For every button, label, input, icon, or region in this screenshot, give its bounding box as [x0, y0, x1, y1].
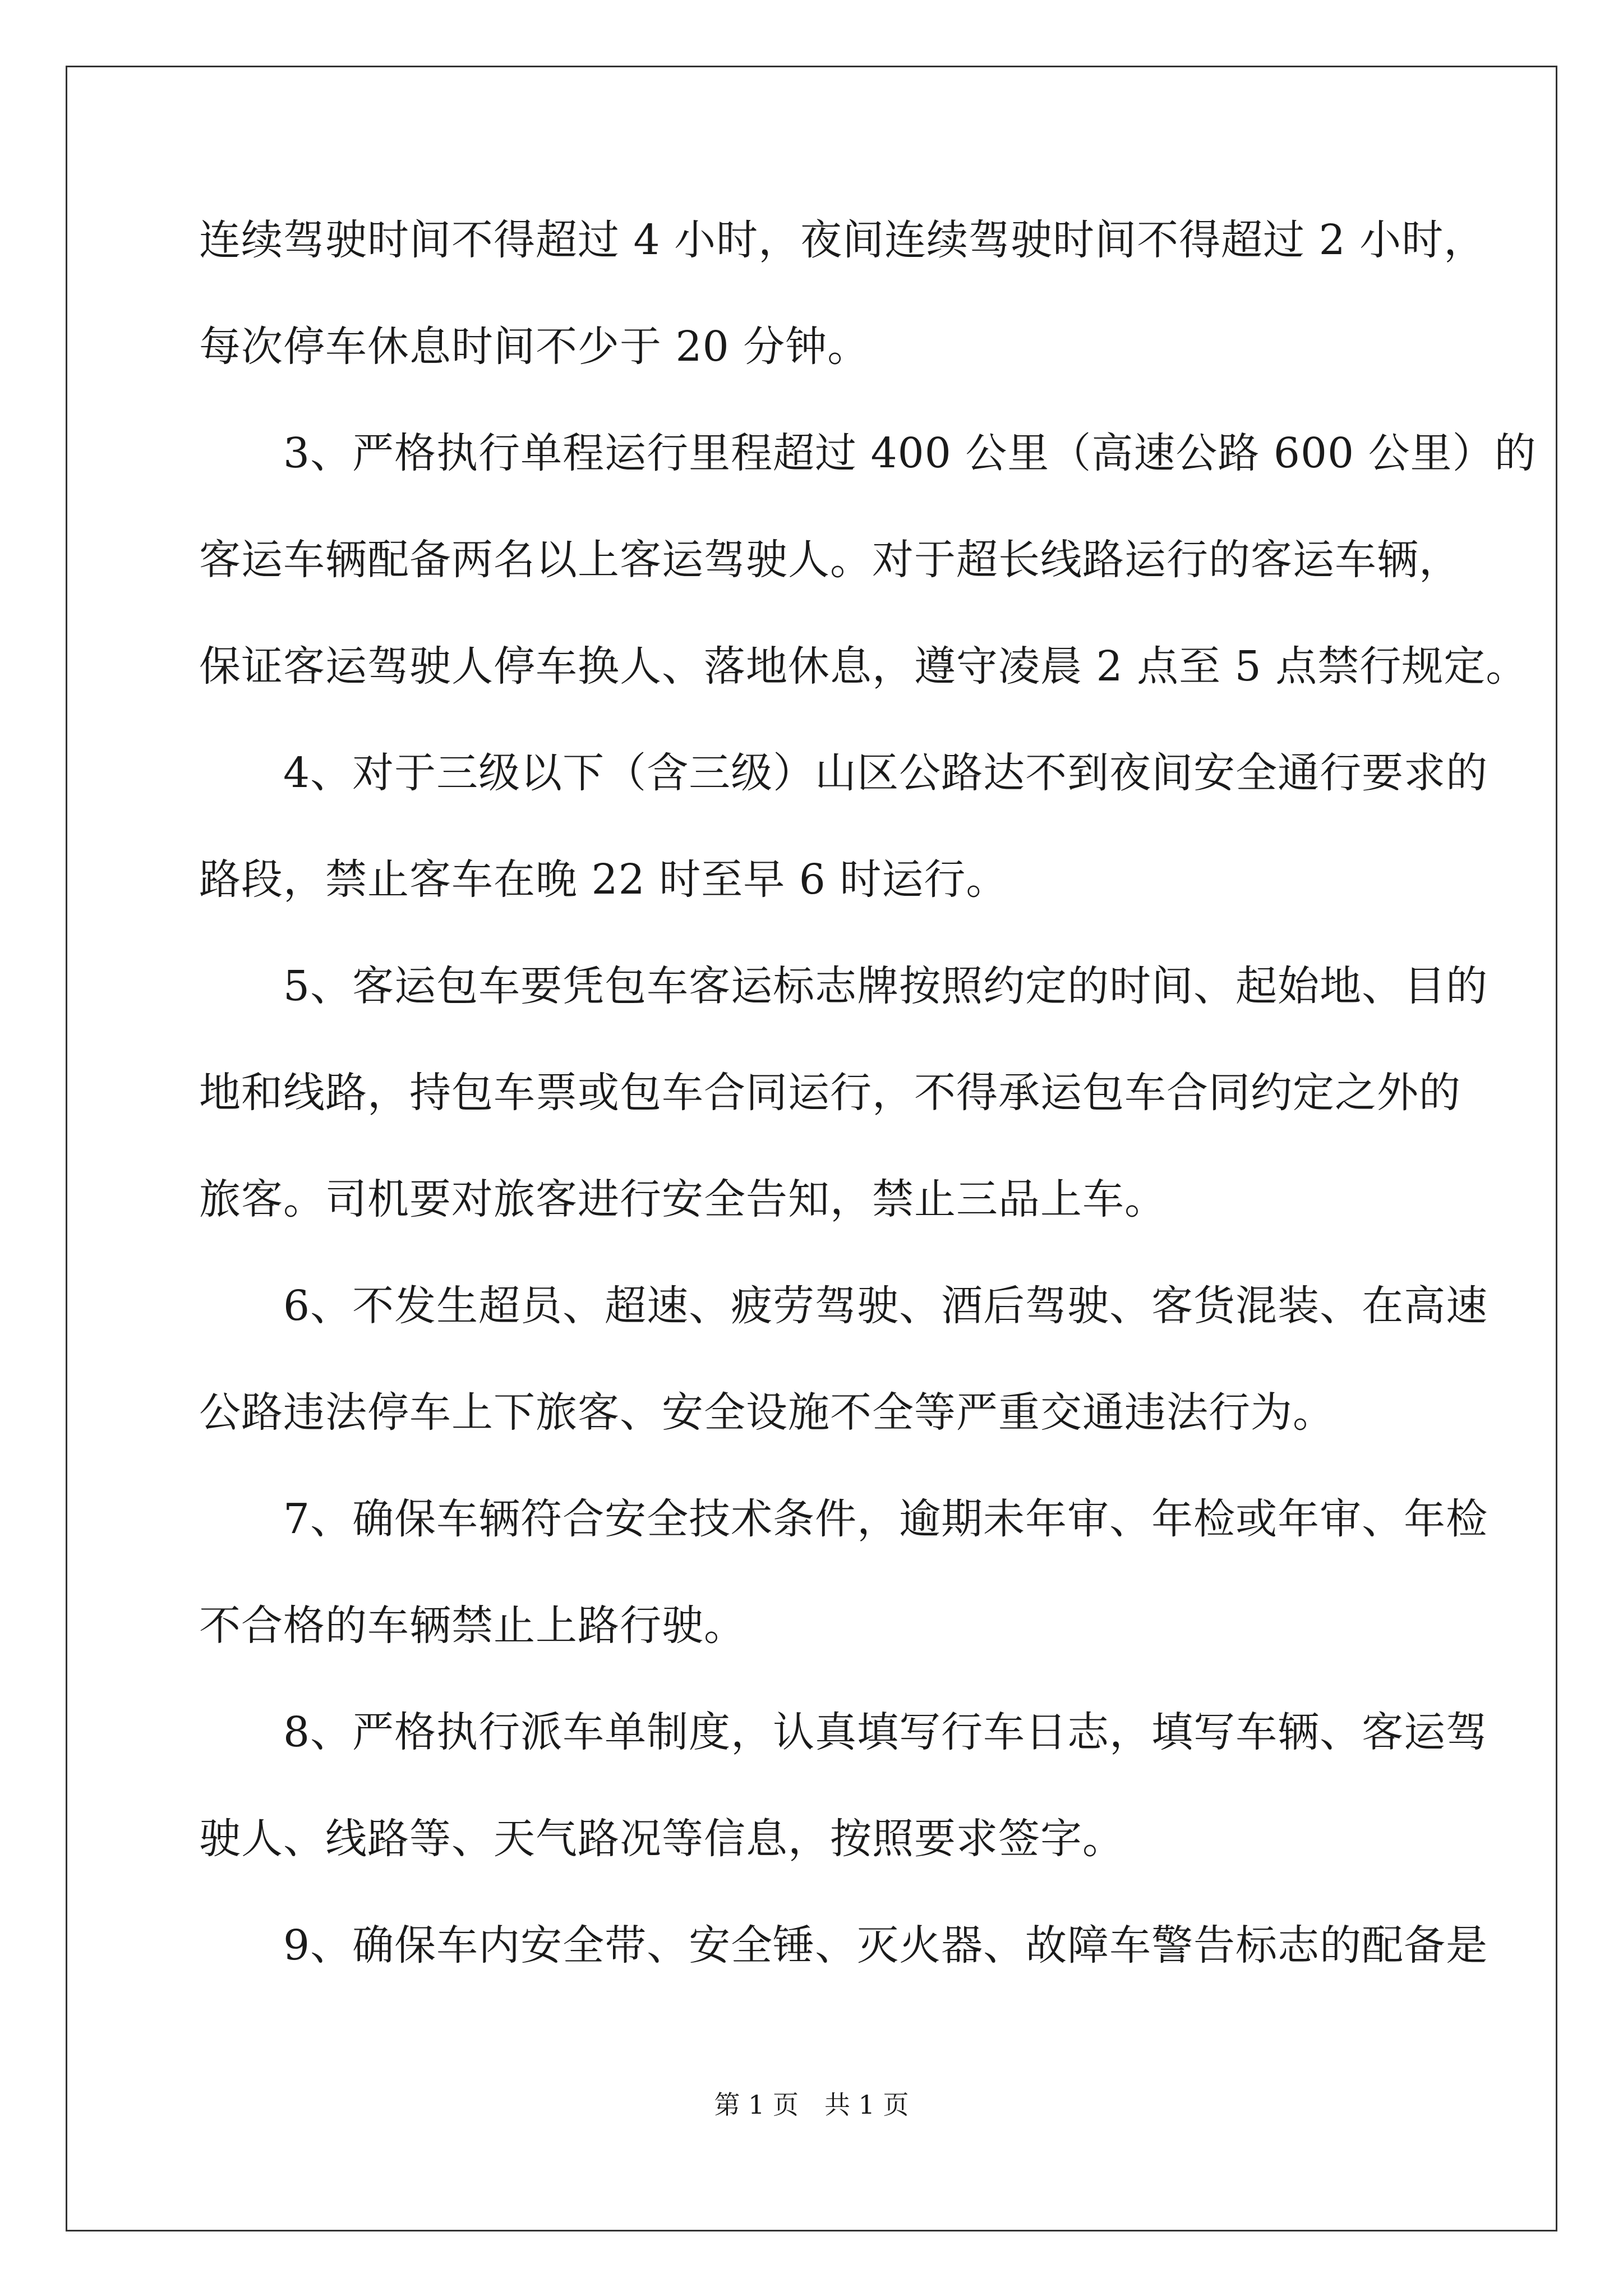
text-line: 8、严格执行派车单制度，认真填写行车日志，填写车辆、客运驾: [199, 1708, 1488, 1756]
text-line: 路段，禁止客车在晚 22 时至早 6 时运行。: [199, 855, 1008, 904]
document-body: [199, 212, 1537, 1973]
text-line: 连续驾驶时间不得超过 4 小时，夜间连续驾驶时间不得超过 2 小时，: [199, 216, 1486, 264]
text-line: 每次停车休息时间不少于 20 分钟。: [199, 323, 870, 371]
text-line: 旅客。司机要对旅客进行安全告知，禁止三品上车。: [199, 1175, 1166, 1223]
text-line: 3、严格执行单程运行里程超过 400 公里（高速公路 600 公里）的: [199, 429, 1537, 477]
text-line: 不合格的车辆禁止上路行驶。: [199, 1602, 746, 1650]
text-line: 6、不发生超员、超速、疲劳驾驶、酒后驾驶、客货混装、在高速: [199, 1282, 1488, 1330]
text-line: 客运车辆配备两名以上客运驾驶人。对于超长线路运行的客运车辆，: [199, 536, 1461, 584]
text-line: 7、确保车辆符合安全技术条件，逾期未年审、年检或年审、年检: [199, 1495, 1488, 1543]
text-line: 9、确保车内安全带、安全锤、灭火器、故障车警告标志的配备是: [199, 1921, 1488, 1970]
text-line: 保证客运驾驶人停车换人、落地休息，遵守凌晨 2 点至 5 点禁行规定。: [199, 642, 1528, 691]
text-line: 5、客运包车要凭包车客运标志牌按照约定的时间、起始地、目的: [199, 962, 1488, 1010]
page-number-footer: 第 1 页 共 1 页: [714, 2090, 909, 2120]
text-line: 驶人、线路等、天气路况等信息，按照要求签字。: [199, 1815, 1124, 1863]
text-line: 4、对于三级以下（含三级）山区公路达不到夜间安全通行要求的: [199, 749, 1488, 797]
text-line: 地和线路，持包车票或包车合同运行，不得承运包车合同约定之外的: [199, 1069, 1461, 1117]
text-line: 公路违法停车上下旅客、安全设施不全等严重交通违法行为。: [199, 1388, 1335, 1437]
